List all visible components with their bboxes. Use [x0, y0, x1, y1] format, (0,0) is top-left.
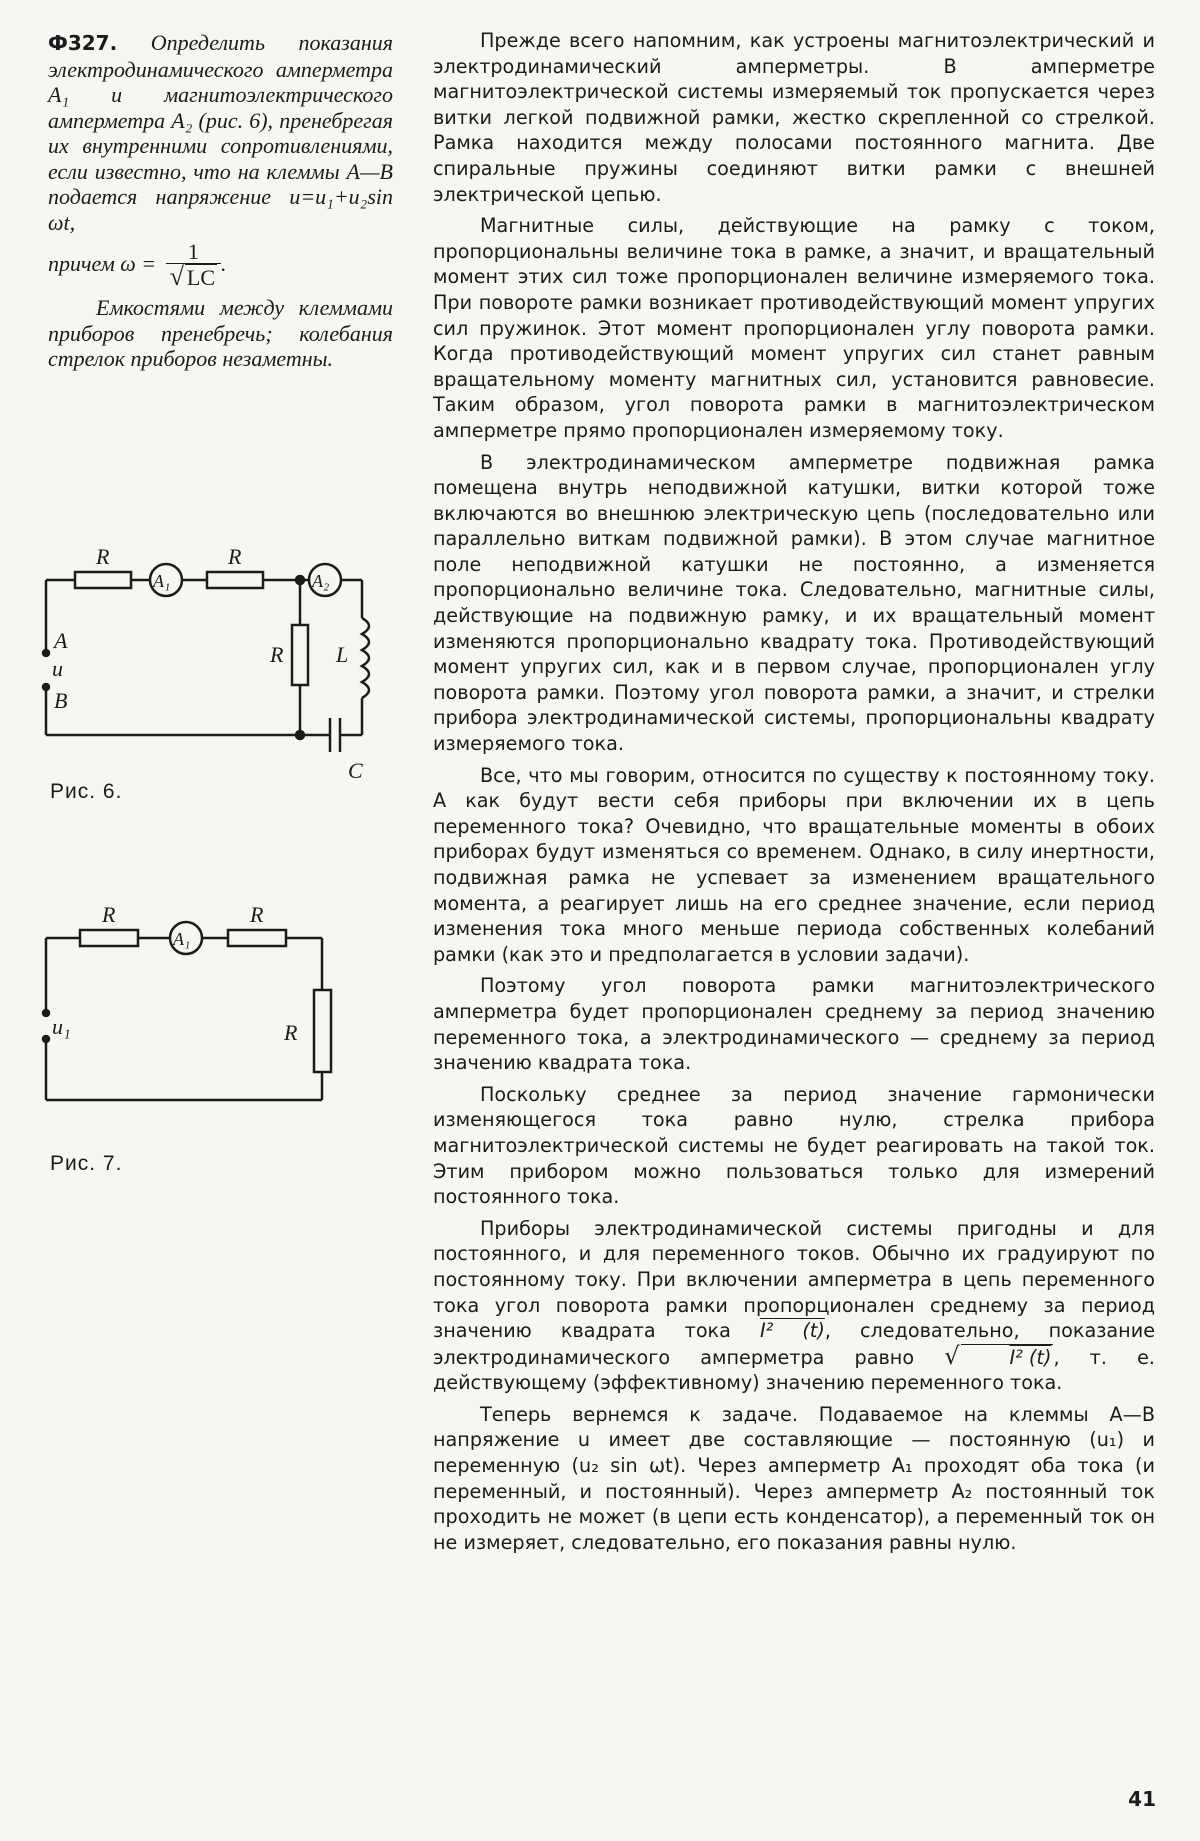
solution-text — [433, 28, 1155, 1561]
resistor-r2 — [228, 930, 286, 946]
label-a: A — [54, 628, 68, 653]
formula-suffix: . — [221, 251, 227, 277]
terminal — [43, 1036, 49, 1042]
problem-text: Определить показания электродинамического амперметра A₁ и магнитоэлектрического амперметра A₂ (рис. 6), пренебрегая их внутренними сопротивлениями, если известно, что на клеммы A—B подается напряжение u=u₁+u₂sin ωt, — [48, 30, 393, 235]
resistor-r3 — [292, 625, 308, 685]
resistor-r1 — [75, 572, 131, 588]
figure-7 — [40, 900, 380, 1120]
label-a2: A₂ — [312, 571, 330, 591]
problem-note: Емкостями между клеммами приборов пренебречь; колебания стрелок приборов незаметны. — [48, 295, 393, 371]
paragraph-part: , следовательно, показание электродинамического амперметра равно — [433, 1319, 1156, 1369]
formula-numerator: 1 — [187, 239, 199, 264]
problem-block — [48, 30, 393, 372]
paragraph: В электродинамическом амперметре подвижная рамка помещена внутрь неподвижной катушки, витки которой тоже включаются во внешнюю электрическую цепь (последовательно или параллельно виткам подвижной рамки). В этом случае магнитное поле неподвижной катушки не постоянно, а изменяется пропорционально величине тока. Следовательно, магнитные силы, действующие на подвижную рамку, и их вращательный момент изменяются пропорционально квадрату тока. Противодействующий момент упругих сил, как и в первом случае, пропорционален углу поворота рамки. Поэтому угол поворота рамки, а значит, и стрелки прибора электродинамической системы, пропорциональны квадрату измеряемого тока. — [433, 450, 1155, 756]
label-r: R — [102, 902, 116, 927]
resistor-r3 — [314, 990, 331, 1072]
circuit-diagram-6 — [40, 540, 380, 790]
label-r: R — [270, 642, 284, 667]
circuit-diagram-7 — [40, 900, 380, 1120]
label-u1: u₁ — [52, 1014, 71, 1039]
formula-prefix: причем ω = — [48, 251, 157, 277]
inductor-l — [362, 618, 369, 698]
figure-7-caption: Рис. 7. — [50, 1152, 123, 1175]
rms-formula: √ I² (t) — [944, 1341, 1052, 1370]
paragraph: Поскольку среднее за период значение гармонически изменяющегося тока равно нулю, стрелка прибора магнитоэлектрической системы не будет реагировать на такой ток. Этим прибором можно пользоваться только для измерений постоянного тока. — [433, 1082, 1155, 1209]
label-b: B — [54, 688, 68, 713]
terminal-a — [43, 650, 49, 656]
figure-6-caption: Рис. 6. — [50, 780, 123, 803]
label-r: R — [228, 544, 242, 569]
label-l: L — [336, 642, 349, 667]
paragraph: Прежде всего напомним, как устроены магнитоэлектрический и электродинамический амперметры. В амперметре магнитоэлектрической системы измеряемый ток пропускается через витки легкой подвижной рамки, жестко скрепленной со стрелкой. Рамка находится между полосами постоянного магнита. Две спиральные пружины соединяют витки рамки с внешней электрической цепью. — [433, 29, 1155, 206]
paragraph: Все, что мы говорим, относится по существу к постоянному току. А как будут вести себя приборы при включении их в цепь переменного тока? Очевидно, что вращательные моменты в обоих приборах будут изменяться со временем. Однако, в силу инертности, подвижная рамка не успевает за изменением вращательного момента, а реагирует лишь на его среднее значение, если период изменения тока много меньше периода собственных колебаний рамки (как это и предполагается в условии задачи). — [433, 763, 1155, 966]
label-r: R — [96, 544, 110, 569]
figure-6 — [40, 540, 380, 790]
resistor-r2 — [207, 572, 263, 588]
label-c: C — [348, 758, 363, 783]
resistor-r1 — [80, 930, 138, 946]
omega-formula: $\frac{1}{√ LC}$ — [166, 241, 221, 291]
problem-statement — [48, 30, 393, 372]
terminal-b — [43, 684, 49, 690]
page-number: 41 — [1128, 1787, 1156, 1811]
label-a1: A₁ — [173, 929, 191, 949]
label-r: R — [284, 1020, 298, 1045]
paragraph — [433, 1216, 1155, 1396]
formula-denominator: LC — [186, 265, 216, 290]
paragraph-part: , т. е. действующему (эффективному) значению переменного тока. — [433, 1345, 1155, 1395]
label-r: R — [250, 902, 264, 927]
paragraph: Поэтому угол поворота рамки магнитоэлектрического амперметра будет пропорционален среднему за период значению переменного тока, а электродинамического — среднему за период значению квадрата тока. — [433, 974, 1155, 1075]
label-u: u — [52, 656, 63, 681]
rms-formula-body: I² (t) — [1009, 1345, 1052, 1369]
paragraph-part: Приборы электродинамической системы пригодны и для постоянного, и для переменного токов. Обычно их градуируют по постоянному току. При включении амперметра в цепь переменного тока угол поворота рамки пропорционален среднему за период значению квадрата тока — [433, 1216, 1155, 1343]
mean-square-formula: I² (t) — [759, 1319, 825, 1343]
terminal — [43, 1010, 49, 1016]
label-a1: A₁ — [153, 571, 171, 591]
problem-number: Ф327. — [48, 31, 118, 55]
paragraph: Магнитные силы, действующие на рамку с током, пропорциональны величине тока в рамке, а значит, и вращательный момент этих сил тоже пропорционален величине измеряемого тока. При повороте рамки возникает противодействующий момент упругих сил пружинок. Этот момент пропорционален углу поворота рамки. Когда противодействующий момент упругих сил станет равным вращательному моменту магнитных сил, установится равновесие. Таким образом, угол поворота рамки в магнитоэлектрическом амперметре прямо пропорционален измеряемому току. — [433, 214, 1155, 442]
paragraph: Теперь вернемся к задаче. Подаваемое на клеммы A—B напряжение u имеет две составляющие — постоянную (u₁) и переменную (u₂ sin ωt). Через амперметр A₁ проходят оба тока (и переменный, и постоянный). Через амперметр A₂ постоянный ток проходить не может (в цепи есть конденсатор), а переменный ток он не измеряет, следовательно, его показания равны нулю. — [433, 1402, 1155, 1554]
